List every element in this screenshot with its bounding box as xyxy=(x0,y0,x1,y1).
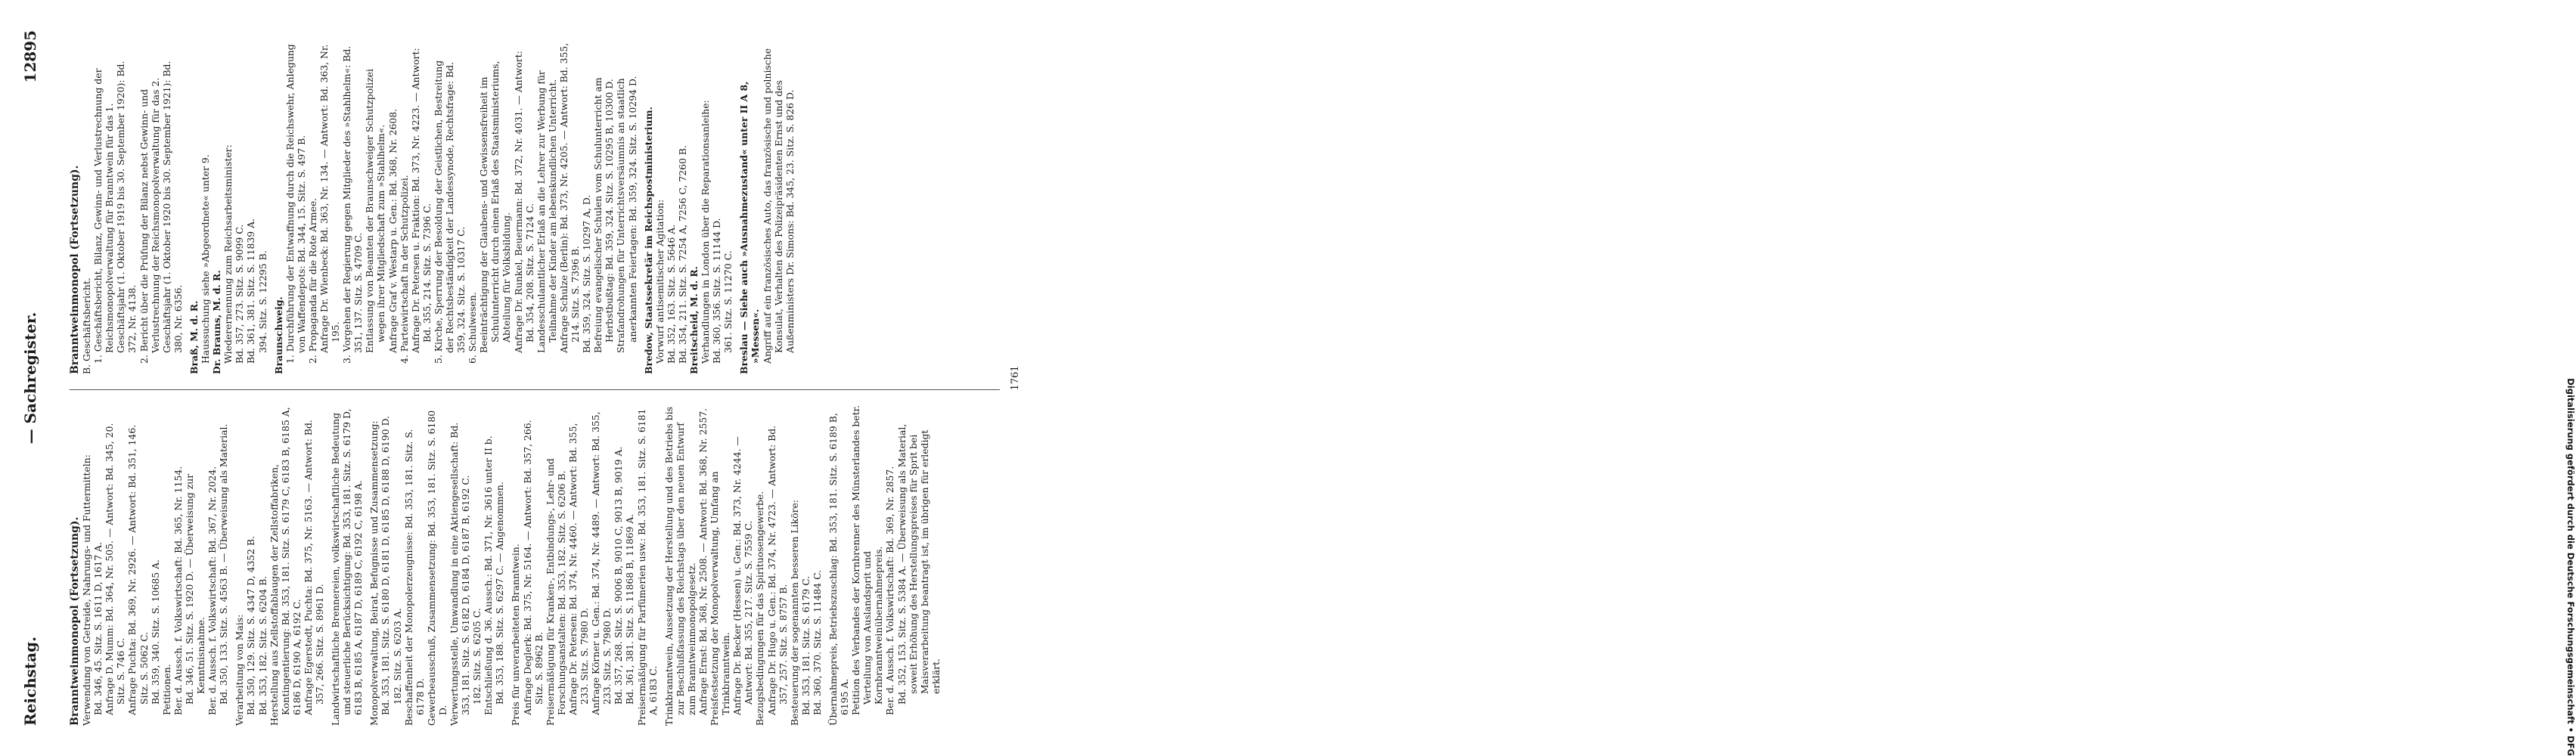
index-entry: 5. Kirche, Sperrung der Besoldung der Geistlichen, Bestreitung der Rechtsbeständigkeit der Landessynode, Rechtsfrage: Bd. 359, 324. Sitz. S. 10317 C. xyxy=(432,60,467,364)
running-header xyxy=(21,30,47,726)
sheet-number: 1761 xyxy=(1010,365,1021,391)
digitization-credit xyxy=(1057,0,2576,756)
index-entry: 2. Bericht über die Prüfung der Bilanz nebst Gewinn- und Verlustrechnung der Reichsmonopolverwaltung für das 2. Geschäftsjahr (1. Oktober 1920 bis 30. September 1921): Bd. 380, Nr. 6356. xyxy=(138,60,184,364)
index-entry: Anfrage Dr. Becker (Hessen) u. Gen.: Bd. 373, Nr. 4244. — Antwort: Bd. 355, 217. Sitz. S. 7559 C. xyxy=(731,436,755,715)
index-entry: Bd. 353, 188. Sitz. S. 6297 C. — Angenommen. xyxy=(494,482,506,705)
index-entry: Verwendung von Getreide, Nahrungs- und Futtermitteln: xyxy=(81,454,93,726)
index-entry: Ber. d. Aussch. f. Volkswirtschaft: Bd. 369, Nr. 2857. xyxy=(884,466,896,715)
index-entry: Petitionen. xyxy=(160,664,172,715)
index-entry: Wiederernennung zum Reichsarbeitsminister: xyxy=(222,144,234,364)
index-entry: Landesschulamtlicher Erlaß an die Lehrer zur Werbung für Teilnahme der Kinder am lebenskundlichen Unterricht. xyxy=(535,70,558,353)
index-entry: Anfrage Schulze (Berlin): Bd. 373, Nr. 4205. — Antwort: Bd. 355, 214. Sitz. S. 7396 B. xyxy=(557,42,582,353)
index-entry: Strafandrohungen für Unterrichtsversäumnis an staatlich anerkannten Feiertagen: Bd. 359, 324. Sitz. S. 10294 D. xyxy=(615,76,638,353)
index-entry: Bd. 350, 133. Sitz. S. 4563 B. — Überweisung als Material. xyxy=(218,423,230,705)
index-entry: Anfrage Dr. Wienbeck: Bd. 363, Nr. 134. — Antwort: Bd. 363, Nr. 195. xyxy=(318,44,342,353)
header-left: Reichstag. xyxy=(21,636,39,726)
index-entry: Bd. 352, 163. Sitz. S. 5646 A. xyxy=(665,224,677,364)
index-entry: 1. Durchführung der Entwaffnung durch die Reichswehr, Anlegung von Waffendepots: Bd. 344, 15. Sitz. S. 497 B. xyxy=(284,44,307,364)
index-keyword: Bredow, Staatssekretär im Reichspostministerium. xyxy=(642,107,654,374)
index-entry: Verwertungsstelle, Umwandlung in eine Aktiengesellschaft: Bd. 353, 181. Sitz. S. 6182 D, 6184 D, 6187 B, 6192 C. xyxy=(448,422,472,726)
section-heading: Branntweinmonopol (Fortsetzung). xyxy=(69,165,81,374)
index-entry: 1. Geschäftsbericht, Bilanz, Gewinn- und Verlustrechnung der Reichsmonopolverwaltung für Branntwein für das 1. Geschäftsjahr (1. Oktober 1919 bis 30. September 1920): Bd. 372, Nr. 4138. xyxy=(92,60,138,364)
index-keyword: Braunschweig. xyxy=(272,296,284,374)
index-entry: Anfrage Puchta: Bd. 369, Nr. 2926. — Antwort: Bd. 351, 146. Sitz. S. 5062 C. xyxy=(126,424,150,715)
index-entry: Entschließung d. 36. Aussch.: Bd. 371, Nr. 3616 unter II b. xyxy=(483,435,495,715)
index-entry: B. Geschäftsbericht. xyxy=(81,277,93,374)
index-entry: 4. Parteiwirtschaft in der Schutzpolizei. xyxy=(398,175,410,364)
index-entry: Preisermäßigung für Parfümerien usw.: Bd. 353, 181. Sitz. S. 6181 A, 6183 C. xyxy=(635,408,659,726)
index-entry: Trinkbranntwein, Aussetzung der Herstellung und des Betriebs bis zur Beschlußfassung des Reichstags über den neuen Entwurf zum Branntweinmonopolgesetz. xyxy=(663,406,697,726)
index-entry: Preisermäßigung für Kranken-, Entbindungs-, Lehr- und Forschungsanstalten: Bd. 353, 182. Sitz. S. 6206 B. xyxy=(544,458,567,726)
index-entry: Besteuerung der sogenannten besseren Liköre: xyxy=(788,499,800,726)
index-entry: Verarbeitung von Mais: xyxy=(234,614,246,726)
index-entry: 6. Schulwesen. xyxy=(467,292,479,364)
index-entry: Übernahmepreis, Betriebszuschlag: Bd. 353, 181. Sitz. S. 6189 B, 6195 A. xyxy=(827,413,851,726)
index-entry: Bd. 350, 129. Sitz. S. 4347 D, 4352 B. xyxy=(245,535,257,715)
credit-text: Digitalisierung gefördert durch die Deutsche Forschungsgemeinschaft • DFG xyxy=(2565,378,2576,756)
index-entry: Anfrage Graf v. Westarp u. Gen.: Bd. 368, Nr. 2608. xyxy=(386,108,399,353)
index-entry: Ber. d. Aussch. f. Volkswirtschaft: Bd. 367, Nr. 2024. xyxy=(206,466,219,715)
index-entry: Anfrage Dr. Hugo u. Gen.: Bd. 374, Nr. 4723. — Antwort: Bd. 357, 257. Sitz. S. 8757 B. xyxy=(765,425,789,715)
index-entry: Verhandlungen in London über die Reparationsanleihe: xyxy=(700,100,712,364)
index-entry: Vorwurf antisemitischer Agitation: xyxy=(653,199,666,364)
index-entry: Bd. 353, 181. Sitz. S. 6180 D, 6181 D, 6185 D, 6188 D, 6190 D. xyxy=(380,416,392,715)
index-entry: Landwirtschaftliche Brennereien, volkswirtschaftliche Bedeutung und steuerliche Berücksichtigung: Bd. 353, 181. Sitz. S. 6179 D, 6183 B, 6185 A, 6187 D, 6189 C, 6192 C, 6198 A. xyxy=(330,408,365,726)
index-entry: Befreiung evangelischer Schulen vom Schulunterricht am Herbstbußtag: Bd. 359, 324. Sitz. S. 10295 B, 10300 D. xyxy=(592,77,616,353)
index-entry: 361. Sitz. S. 11270 C. xyxy=(722,250,734,353)
index-entry: 3. Vorgehen der Regierung gegen Mitglieder des »Stahlhelm«: Bd. 351, 137. Sitz. S. 4709 C. xyxy=(341,45,365,364)
index-entry: Bd. 361, 381. Sitz. S. 11839 A. xyxy=(245,218,257,364)
index-keyword: Dr. Brauns, M. d. R. xyxy=(211,270,223,374)
index-entry: 394. Sitz. S. 12295 B. xyxy=(256,250,268,353)
header-center: — Sachregister. xyxy=(21,311,39,445)
index-entry: Bd. 361, 381. Sitz. S. 11868 B, 11869 A. xyxy=(624,513,636,705)
index-entry: Bd. 353, 182. Sitz. S. 6204 B. xyxy=(256,575,268,715)
index-entry: Anfrage Dr. Petersen: Bd. 374, Nr. 4460. — Antwort: Bd. 355, 233. Sitz. S. 7980 D. xyxy=(566,423,591,715)
section-heading: Branntweinmonopol (Fortsetzung). xyxy=(69,516,81,726)
index-entry: Herstellung aus Zellstoffablaugen der Zellstoffabriken, Kontingentierung: Bd. 353, 181. Sitz. S. 6179 C, 6183 B, 6185 A, 6186 D, 6190 A, 6192 C. xyxy=(268,407,303,726)
index-entry: Anfrage Deglerk: Bd. 375, Nr. 5164. — Antwort: Bd. 357, 266. Sitz. S. 8962 B. xyxy=(521,420,545,715)
index-entry: Bezugsbedingungen für das Spirituosengewerbe. xyxy=(754,491,766,726)
index-entry: Ber. d. Aussch. f. Volkswirtschaft: Bd. 365, Nr. 1154. xyxy=(172,466,184,715)
index-entry: Preisfestsetzung der Monopolverwaltung, Umfang an Trinkbranntwein. xyxy=(709,471,732,726)
index-entry: 182. Sitz. S. 6203 A. xyxy=(391,608,403,705)
index-entry: Anfrage Dr. Petersen u. Fraktion: Bd. 373, Nr. 4223. — Antwort: Bd. 355, 214. Sitz. S. 7396 C. xyxy=(409,48,433,353)
index-keyword: Breitscheid, M. d. R. xyxy=(687,266,700,374)
index-entry: Anfrage Körner u. Gen.: Bd. 374, Nr. 4489. — Antwort: Bd. 355, 233. Sitz. S. 7980 D. xyxy=(590,411,613,715)
index-entry: Anfrage Ernst: Bd. 368, Nr. 2508. — Antwort: Bd. 368, Nr. 2557. xyxy=(697,407,709,715)
rotated-index-page xyxy=(0,0,1044,756)
index-entry: Monopolverwaltung, Beirat, Befugnisse und Zusammensetzung: xyxy=(368,420,380,726)
index-entry: 182. Sitz. S. 6205 C. xyxy=(471,608,483,705)
index-entry: Angriff auf ein französisches Auto, das französische und polnische Konsulat, Verhalten des Polizeipräsidenten Ernst und des Außenministers Dr. Simons: Bd. 345, 23. Sitz. S. 826 D. xyxy=(761,48,796,364)
index-entry: Entlassung von Beamten der Braunschweiger Schutzpolizei wegen ihrer Mitgliedschaft zum »Stahlhelm«. xyxy=(364,69,387,353)
index-entry: Petition des Verbandes der Kornbrenner des Münsterlandes betr. Verteilung von Auslandsprit und Kornbranntweinübernahmepreis. xyxy=(850,404,885,715)
index-keyword: Braß, M. d. R. xyxy=(188,300,200,374)
index-entry: Bd. 354, 211. Sitz. S. 7254 A, 7256 C, 7260 B. xyxy=(676,145,688,364)
index-entry: Bd. 357, 273. Sitz. S. 9099 C. xyxy=(234,224,246,364)
index-entry: Bd. 360, 370. Sitz. S. 11484 C. xyxy=(811,569,823,715)
index-entry: Bd. 359, 324. Sitz. S. 10297 A, D. xyxy=(581,194,593,353)
index-entry: Anfrage Egerstedt, Puchta: Bd. 375, Nr. 5163. — Antwort: Bd. 357, 266. Sitz. S. 8961 D. xyxy=(302,420,325,715)
index-entry: Bd. 346, 51. Sitz. S. 1920 D. — Überweisung zur Kenntnisnahme. xyxy=(183,473,207,705)
index-keyword: Breslau — Siehe auch »Ausnahmezustand« unter II A 8, »Messen«. xyxy=(738,81,762,374)
index-entry: Bd. 357, 268. Sitz. S. 9006 B, 9010 C, 9013 B, 9019 A. xyxy=(613,446,625,705)
column-divider xyxy=(70,389,1000,390)
index-entry: Bd. 352, 153. Sitz. S. 5384 A. — Überweisung als Material, soweit Erhöhung des Herstellungspreises für Sprit bei Maisverarbeitung beantragt ist, im übrigen für erledigt erklärt. xyxy=(895,423,942,705)
page-number: 12895 xyxy=(21,30,39,83)
index-entry: Preis für unverarbeiteten Branntwein. xyxy=(510,544,522,726)
index-entry: Anfrage D. Mumm: Bd. 364, Nr. 505. — Antwort: Bd. 345, 20. Sitz. S. 746 C. xyxy=(104,423,127,715)
index-entry: Bd. 359, 340. Sitz. S. 10685 A. xyxy=(149,559,161,705)
index-entry: Gewerbeausschuß, Zusammensetzung: Bd. 353, 181. Sitz. S. 6180 D. xyxy=(425,410,448,726)
index-column-right xyxy=(70,42,796,374)
index-entry: Haussuchung siehe »Abgeordnete« unter 9. xyxy=(200,154,212,364)
index-entry: Bd. 346, 45. Sitz. S. 1611 D, 1617 A. xyxy=(92,541,104,715)
index-entry: Beschaffenheit der Monopolerzeugnisse: Bd. 353, 181. Sitz. S. 6178 D. xyxy=(402,429,426,726)
index-entry: Beeinträchtigung der Glaubens- und Gewissensfreiheit im Schulunterricht durch einen Erlaß des Staatsministeriums, Abteilung für Volksbildung. xyxy=(478,60,513,353)
index-entry: Anfrage Dr. Runkel, Beuermann: Bd. 372, Nr. 4031. — Antwort: Bd. 354, 208. Sitz. S. 7124 C. xyxy=(512,51,535,353)
index-entry: Bd. 353, 181. Sitz. S. 6179 C. xyxy=(799,575,812,715)
index-entry: Bd. 360, 356. Sitz. S. 11144 D. xyxy=(711,218,723,364)
index-column-left xyxy=(70,404,942,726)
index-entry: 2. Propaganda für die Rote Armee. xyxy=(306,197,318,364)
